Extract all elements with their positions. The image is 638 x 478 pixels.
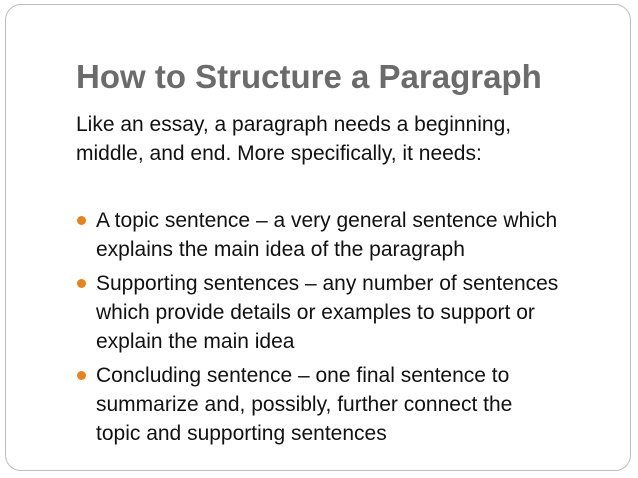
intro-line: middle, and end. More specifically, it needs:: [76, 142, 482, 165]
bullet-item-supporting-sentences: [76, 269, 616, 356]
bullet-list: [76, 206, 616, 453]
bullet-line: topic and supporting sentences: [96, 422, 387, 445]
orange-dot-icon: [77, 371, 86, 380]
slide-frame: [5, 4, 631, 471]
bullet-line: which provide details or examples to support or: [96, 301, 535, 324]
bullet-line: explain the main idea: [96, 330, 295, 353]
bullet-line: Concluding sentence – one final sentence to: [96, 364, 510, 387]
orange-dot-icon: [77, 216, 86, 225]
bullet-item-concluding-sentence: [76, 361, 616, 448]
bullet-line: explains the main idea of the paragraph: [96, 238, 465, 261]
orange-dot-icon: [77, 279, 86, 288]
intro-paragraph: [76, 110, 596, 168]
bullet-line: A topic sentence – a very general sentence which: [96, 209, 558, 232]
slide-title: How to Structure a Paragraph: [76, 58, 542, 95]
intro-line: Like an essay, a paragraph needs a beginning,: [76, 113, 512, 136]
bullet-line: summarize and, possibly, further connect the: [96, 393, 513, 416]
bullet-item-topic-sentence: [76, 206, 616, 264]
bullet-line: Supporting sentences – any number of sentences: [96, 272, 559, 295]
